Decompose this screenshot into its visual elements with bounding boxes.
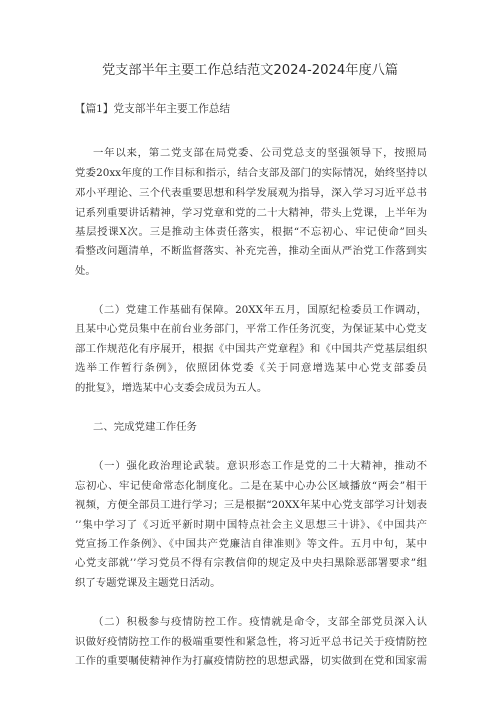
paragraph-line: 识做好疫情防控工作的极端重要性和紧急性，将习近平总书记关于疫情防控 xyxy=(75,636,427,648)
document-title: 党支部半年主要工作总结范文2024-2024年度八篇 xyxy=(101,63,399,78)
paragraph-line: 党宣扬工作条例》、《中国共产党廉洁自律准则》等文件。五月中旬，某中 xyxy=(75,538,427,550)
paragraph-line: 工作的重要嘱使精神作为打赢疫情防控的思想武器，切实做到在党和国家需 xyxy=(75,655,427,667)
paragraph-line: （一）强化政治理论武装。意识形态工作是党的二十大精神，推动不 xyxy=(93,460,427,472)
paragraph-line: 记系列重要讲话精神，学习党章和党的二十大精神，带头上党课，上半年为 xyxy=(75,207,427,219)
paragraph-line: 邓小平理论、三个代表重要思想和科学发展观为指导，深入学习习近平总书 xyxy=(75,187,427,199)
paragraph-line: 党委20xx年度的工作目标和指示，结合支部及部门的实际情况，始终坚持以 xyxy=(75,167,427,179)
paragraph-line: 处。 xyxy=(75,265,96,277)
paragraph-line: （二）党建工作基础有保障。20XX年五月，国原纪检委员工作调动， xyxy=(93,304,427,316)
paragraph-line: 部工作规范化有序展开，根据《中国共产党章程》和《中国共产党基层组织 xyxy=(75,343,427,355)
paragraph-line: 且某中心党员集中在前台业务部门，平常工作任务沉变，为保证某中心党支 xyxy=(75,323,427,335)
section-heading: 【篇1】党支部半年主要工作总结 xyxy=(75,103,231,115)
paragraph-line: ’’集中学习了《习近平新时期中国特点社会主义思想三十讲》、《中国共产 xyxy=(75,519,427,531)
paragraph-line: （二）积极参与疫情防控工作。疫情就是命令，支部全部党员深入认 xyxy=(93,616,427,628)
paragraph-line: 忘初心、牢记使命常态化制度化。二是在某中心办公区域播放“两会”相干 xyxy=(75,480,427,492)
paragraph-line: 视频，方便全部员工进行学习；三是根据“20XX年某中心党支部学习计划表 xyxy=(75,499,427,511)
paragraph-line: 心党支部就’’学习党员不得有宗教信仰的规定及中央扫黑除恶部署要求”组 xyxy=(75,557,427,569)
paragraph-line: 基层授课X次。三是推动主体责任落实，根据“不忘初心、牢记使命”回头 xyxy=(75,226,427,238)
section-subheading: 二、完成党建工作任务 xyxy=(93,421,197,433)
paragraph-line: 选举工作暂行条例》，依照团体党委《关于同意增选某中心党支部委员 xyxy=(75,362,427,374)
paragraph-line: 的批复》，增选某中心支委会成员为五人。 xyxy=(75,382,268,394)
paragraph-line: 一年以来，第二党支部在局党委、公司党总支的坚强领导下，按照局 xyxy=(93,147,427,159)
paragraph-line: 看整改问题清单，不断监督落实、补充完善，推动全面从严治党工作落到实 xyxy=(75,245,427,257)
paragraph-line: 织了专题党课及主题党日活动。 xyxy=(75,577,221,589)
